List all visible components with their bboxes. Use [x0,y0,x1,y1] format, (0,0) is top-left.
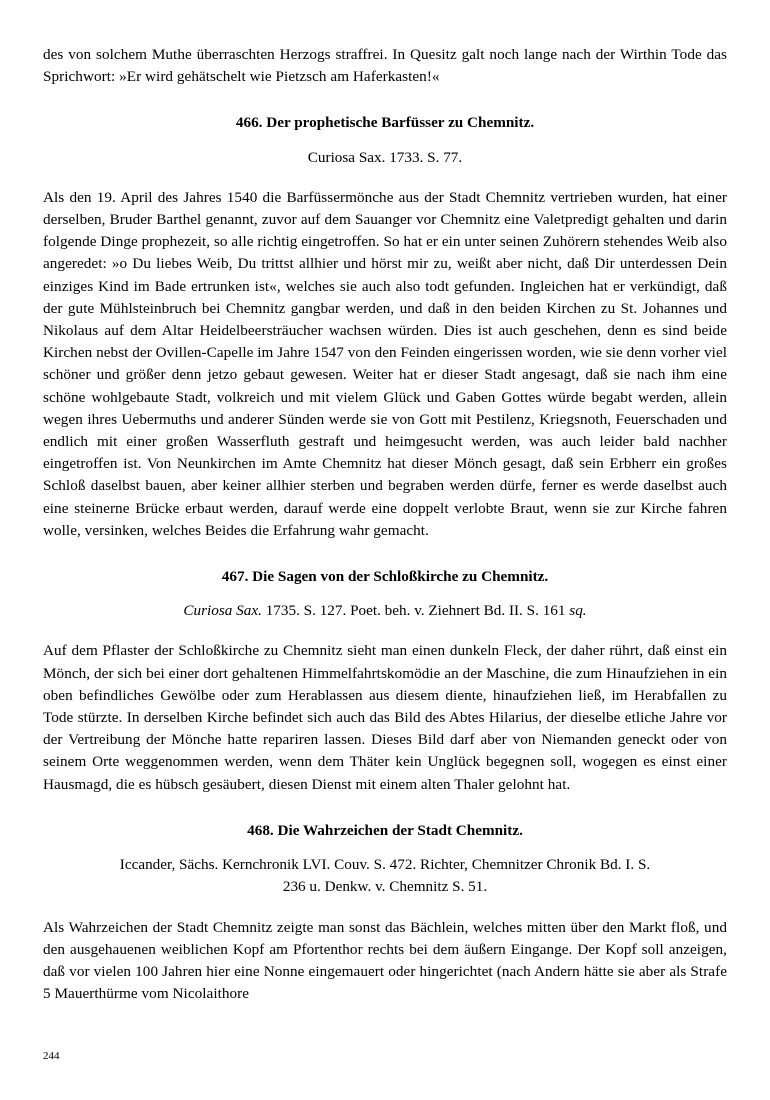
source-italic-sq-467: sq. [569,602,587,620]
section-body-466: Als den 19. April des Jahres 1540 die Barfüssermönche aus der Stadt Chemnitz vertrieben wurden, hat einer derselben, Bruder Barthel genannt, zuvor auf dem Sauanger vor Chemnitz eine Valetpredigt gehalten und darin folgende Dinge prophezeit, so alle richtig eingetroffen. So hat er ein unter seinen Zuhörern stehendes Weib also angeredet: »o Du liebes Weib, Du trittst allhier und hörst mir zu, weißt aber nicht, daß Dir unterdessen Dein einziges Kind im Bade ertrunken ist«, welches sie auch also todt gefunden. Ingleichen hat er verkündigt, daß der gute Mühlsteinbruch bei Chemnitz gangbar werden, und daß in den beiden Kirchen zu St. Johannes und Nikolaus auf dem Altar Heidelbeersträucher wachsen würden. Dies ist auch geschehen, denn es sind beide Kirchen nebst der Ovillen-Capelle im Jahre 1547 von den Feinden eingerissen worden, wie sie denn vorher viel schöner und größer denn jetzo gebaut gewesen. Weiter hat er dieser Stadt angesagt, daß sie nach ihm eine schöne wohlgebaute Stadt, volkreich und mit vielem Glück und Gaben Gottes würde begabt werden, allein wegen ihres Uebermuths und anderer Sünden werde sie von Gott mit Pestilenz, Kriegsnoth, Feuerschaden und endlich mit einer großen Wasserfluth gestraft und heimgesucht werden, was auch leider bald nachher eingetroffen ist. Von Neunkirchen im Amte Chemnitz hat dieser Mönch gesagt, daß sein Erbherr ein großes Schloß daselbst bauen, aber keiner allhier sterben und begraben werden dürfe, ferner es werde daselbst auch eine steinerne Brücke erbaut werden, darauf werde eine doppelt verlobte Braut, wenn sie zur Kirche fahren wolle, versinken, welches Beides die Erfahrung wahr gemacht. [43,188,728,539]
section-source-468-line-2: 236 u. Denkw. v. Chemnitz S. 51. [282,878,488,896]
page-number: 244 [43,1050,60,1062]
section-source-467 [43,600,727,622]
page-content [43,44,727,1005]
continued-paragraph: des von solchem Muthe überraschten Herzogs straffrei. In Quesitz galt noch lange nach der Wirthin Tode das Sprichwort: »Er wird gehätschelt wie Pietzsch am Haferkasten!« [43,46,727,86]
section-body-468: Als Wahrzeichen der Stadt Chemnitz zeigte man sonst das Bächlein, welches mitten über den Markt floß, und den ausgehauenen weiblichen Kopf am Pfortenthor rechts bei dem äußern Eingange. Der Kopf soll anzeigen, daß vor vielen 100 Jahren hier eine Nonne eingemauert oder hingerichtet (nach Andern hätte sie aber als Strafe 5 Mauerthürme vom Nicolaithore [43,918,727,1003]
section-heading-468: 468. Die Wahrzeichen der Stadt Chemnitz. [247,821,523,839]
section-heading-467: 467. Die Sagen von der Schloßkirche zu Chemnitz. [221,568,549,586]
section-heading-466: 466. Der prophetische Barfüsser zu Chemnitz. [235,114,535,132]
section-source-466: Curiosa Sax. 1733. S. 77. [307,148,463,166]
source-italic-title-467: Curiosa Sax. [183,602,262,620]
source-middle-467: 1735. S. 127. Poet. beh. v. Ziehnert Bd. II. S. 161 [261,602,570,620]
section-body-467: Auf dem Pflaster der Schloßkirche zu Chemnitz sieht man einen dunkeln Fleck, der daher rührt, daß einst ein Mönch, der sich bei einer dort gehaltenen Himmelfahrtskomödie an der Maschine, die zum Hinaufziehen in ein oben befindliches Gewölbe oder zum Herablassen aus diesem diente, hinaufziehen ließ, im Herabfallen zu Tode stürzte. In derselben Kirche befindet sich auch das Bild des Abtes Hilarius, der dieselbe etliche Jahre vor der Vertreibung der Mönche hatte repariren lassen. Dieses Bild darf aber von Niemanden geneckt oder von seinem Orte weggenommen werden, wenn dem Thäter kein Unglück begegnen soll, wogegen es einst einer Hausmagd, die es hübsch gesäubert, diesen Dienst mit einem alten Thaler gelohnt hat. [43,642,727,793]
section-source-468-line-1: Iccander, Sächs. Kernchronik LVI. Couv. S. 472. Richter, Chemnitzer Chronik Bd. I. S. [119,856,651,874]
